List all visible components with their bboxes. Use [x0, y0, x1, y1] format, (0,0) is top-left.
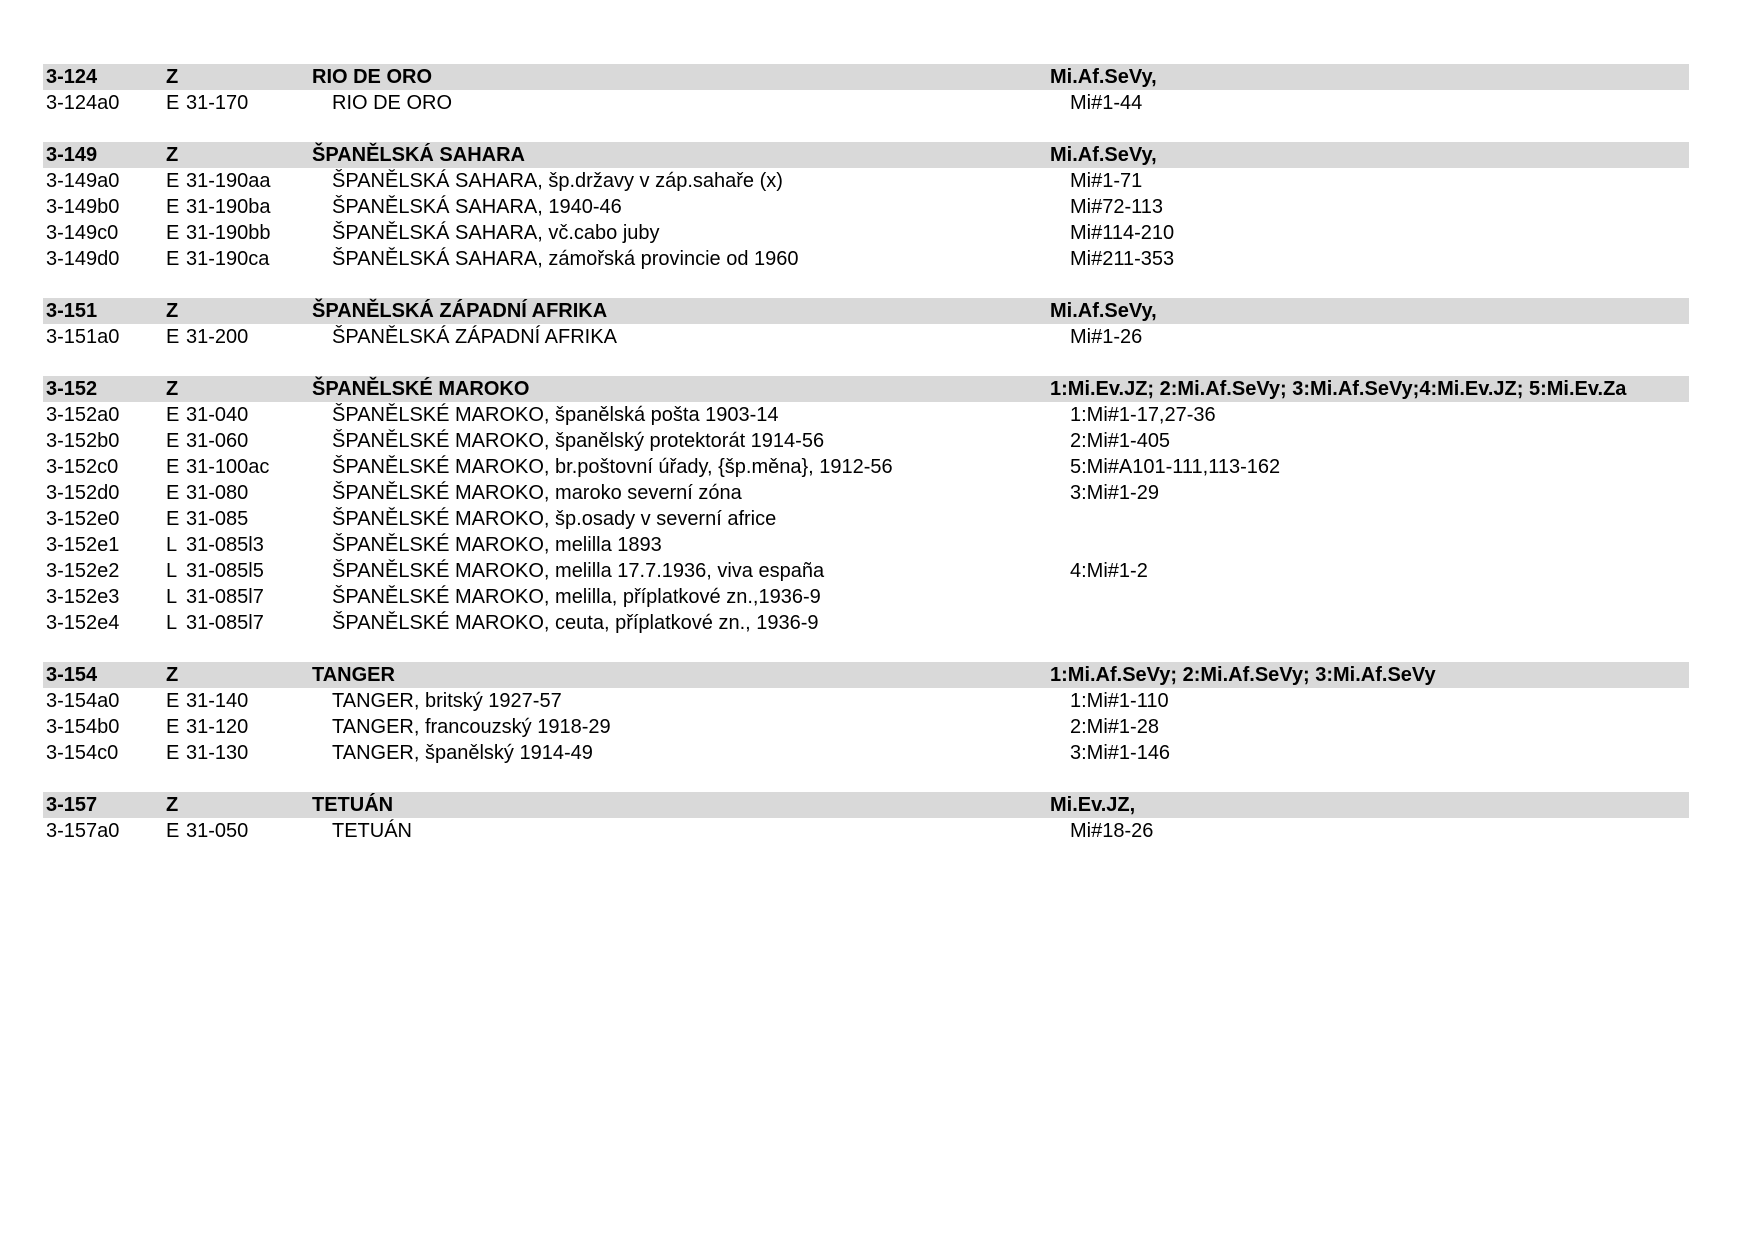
item-type: E: [166, 196, 180, 218]
item-reference: [1070, 584, 1689, 610]
catalog-item-row: [43, 558, 1689, 584]
item-code: 31-120: [186, 716, 249, 738]
item-code: 31-040: [186, 404, 249, 426]
item-reference: 5:Mi#A101-111,113-162: [1070, 456, 1281, 478]
item-reference: [1070, 532, 1689, 558]
item-id: 3-154b0: [46, 716, 120, 738]
item-id: 3-149c0: [46, 222, 119, 244]
item-id: 3-152e3: [46, 586, 120, 608]
catalog-group: [43, 298, 1689, 350]
group-id: 3-149: [46, 144, 98, 166]
item-type: L: [166, 612, 178, 634]
item-description: ŠPANĚLSKÉ MAROKO, melilla, příplatkové zn.,1936-9: [332, 586, 821, 608]
group-name: RIO DE ORO: [312, 66, 433, 88]
item-id: 3-152e0: [46, 508, 120, 530]
item-id: 3-149b0: [46, 196, 120, 218]
item-reference: 2:Mi#1-405: [1070, 430, 1171, 452]
item-type: L: [166, 560, 178, 582]
catalog-item-row: [43, 246, 1689, 272]
item-type: E: [166, 170, 180, 192]
item-description: ŠPANĚLSKÁ SAHARA, šp.državy v záp.sahaře (x): [332, 170, 783, 192]
item-id: 3-152b0: [46, 430, 120, 452]
item-type: E: [166, 482, 180, 504]
group-type: Z: [166, 794, 179, 816]
group-reference: Mi.Af.SeVy,: [1050, 144, 1157, 166]
catalog-item-row: [43, 428, 1689, 454]
item-type: E: [166, 92, 180, 114]
item-code: 31-085l7: [186, 586, 264, 608]
item-description: RIO DE ORO: [332, 92, 453, 114]
item-id: 3-151a0: [46, 326, 120, 348]
group-type: Z: [166, 300, 179, 322]
group-type: Z: [166, 66, 179, 88]
item-id: 3-157a0: [46, 820, 120, 842]
item-description: ŠPANĚLSKÁ ZÁPADNÍ AFRIKA: [332, 326, 617, 348]
item-reference: 1:Mi#1-17,27-36: [1070, 404, 1216, 426]
group-name: ŠPANĚLSKÉ MAROKO: [312, 378, 530, 400]
item-description: TANGER, britský 1927-57: [332, 690, 562, 712]
item-description: TANGER, španělský 1914-49: [332, 742, 593, 764]
item-reference: Mi#1-44: [1070, 92, 1143, 114]
item-description: ŠPANĚLSKÉ MAROKO, šp.osady v severní africe: [332, 508, 777, 530]
group-reference: 1:Mi.Af.SeVy; 2:Mi.Af.SeVy; 3:Mi.Af.SeVy: [1050, 664, 1436, 686]
item-code: 31-050: [186, 820, 249, 842]
item-type: E: [166, 326, 180, 348]
item-type: E: [166, 248, 180, 270]
catalog-item-row: [43, 688, 1689, 714]
item-reference: Mi#1-71: [1070, 170, 1143, 192]
item-code: 31-085l3: [186, 534, 264, 556]
group-id: 3-152: [46, 378, 98, 400]
group-id: 3-124: [46, 66, 98, 88]
catalog-item-row: [43, 324, 1689, 350]
item-code: 31-085: [186, 508, 249, 530]
catalog-item-row: [43, 610, 1689, 636]
item-code: 31-100ac: [186, 456, 270, 478]
group-header-row: [43, 298, 1689, 324]
group-type: Z: [166, 378, 179, 400]
item-reference: 1:Mi#1-110: [1070, 690, 1169, 712]
item-reference: Mi#72-113: [1070, 196, 1164, 218]
item-type: E: [166, 404, 180, 426]
item-type: L: [166, 534, 178, 556]
item-reference: 3:Mi#1-29: [1070, 482, 1159, 504]
group-id: 3-157: [46, 794, 98, 816]
item-type: E: [166, 742, 180, 764]
item-id: 3-149a0: [46, 170, 120, 192]
item-description: ŠPANĚLSKÉ MAROKO, španělská pošta 1903-14: [332, 404, 779, 426]
group-header-row: [43, 662, 1689, 688]
item-description: ŠPANĚLSKÉ MAROKO, br.poštovní úřady, {šp.měna}, 1912-56: [332, 456, 893, 478]
item-code: 31-190ca: [186, 248, 270, 270]
item-type: E: [166, 430, 180, 452]
item-id: 3-152e2: [46, 560, 120, 582]
catalog-group: [43, 376, 1689, 636]
item-description: ŠPANĚLSKÉ MAROKO, maroko severní zóna: [332, 482, 742, 504]
catalog-item-row: [43, 740, 1689, 766]
item-description: ŠPANĚLSKÁ SAHARA, zámořská provincie od 1960: [332, 248, 799, 270]
group-id: 3-151: [46, 300, 98, 322]
group-type: Z: [166, 664, 179, 686]
group-reference: Mi.Af.SeVy,: [1050, 300, 1157, 322]
item-code: 31-085l5: [186, 560, 264, 582]
group-name: TETUÁN: [312, 794, 394, 816]
item-description: ŠPANĚLSKÉ MAROKO, španělský protektorát 1914-56: [332, 430, 825, 452]
item-type: L: [166, 586, 178, 608]
item-id: 3-124a0: [46, 92, 120, 114]
item-id: 3-152e4: [46, 612, 120, 634]
item-type: E: [166, 456, 180, 478]
item-id: 3-149d0: [46, 248, 120, 270]
item-type: E: [166, 508, 180, 530]
item-type: E: [166, 222, 180, 244]
item-description: ŠPANĚLSKÉ MAROKO, ceuta, příplatkové zn., 1936-9: [332, 612, 819, 634]
item-description: ŠPANĚLSKÁ SAHARA, 1940-46: [332, 196, 622, 218]
item-code: 31-200: [186, 326, 249, 348]
group-reference: Mi.Ev.JZ,: [1050, 794, 1136, 816]
catalog-group: [43, 142, 1689, 272]
catalog-item-row: [43, 194, 1689, 220]
catalog-item-row: [43, 220, 1689, 246]
group-name: ŠPANĚLSKÁ SAHARA: [312, 144, 525, 166]
item-reference: [1070, 506, 1689, 532]
item-code: 31-080: [186, 482, 249, 504]
catalog-item-row: [43, 584, 1689, 610]
item-description: ŠPANĚLSKÉ MAROKO, melilla 17.7.1936, viva españa: [332, 560, 825, 582]
item-id: 3-154a0: [46, 690, 120, 712]
catalog-item-row: [43, 714, 1689, 740]
item-description: TETUÁN: [332, 820, 412, 842]
item-id: 3-152a0: [46, 404, 120, 426]
item-reference: Mi#211-353: [1070, 248, 1175, 270]
item-code: 31-130: [186, 742, 249, 764]
catalog-item-row: [43, 90, 1689, 116]
group-header-row: [43, 64, 1689, 90]
stamp-catalog-list: [43, 64, 1689, 870]
item-code: 31-170: [186, 92, 249, 114]
catalog-item-row: [43, 506, 1689, 532]
item-code: 31-060: [186, 430, 249, 452]
item-id: 3-152d0: [46, 482, 120, 504]
item-id: 3-152c0: [46, 456, 119, 478]
item-code: 31-190ba: [186, 196, 271, 218]
catalog-group: [43, 662, 1689, 766]
group-name: TANGER: [312, 664, 395, 686]
group-id: 3-154: [46, 664, 98, 686]
item-reference: 3:Mi#1-146: [1070, 742, 1171, 764]
catalog-item-row: [43, 168, 1689, 194]
item-description: TANGER, francouzský 1918-29: [332, 716, 611, 738]
item-code: 31-190aa: [186, 170, 271, 192]
catalog-group: [43, 792, 1689, 844]
item-reference: 2:Mi#1-28: [1070, 716, 1159, 738]
group-header-row: [43, 142, 1689, 168]
item-reference: [1070, 610, 1689, 636]
item-id: 3-154c0: [46, 742, 119, 764]
catalog-item-row: [43, 402, 1689, 428]
group-type: Z: [166, 144, 179, 166]
catalog-item-row: [43, 532, 1689, 558]
item-id: 3-152e1: [46, 534, 120, 556]
item-type: E: [166, 690, 180, 712]
item-description: ŠPANĚLSKÁ SAHARA, vč.cabo juby: [332, 222, 660, 244]
item-code: 31-140: [186, 690, 249, 712]
item-reference: Mi#114-210: [1070, 222, 1175, 244]
catalog-item-row: [43, 818, 1689, 844]
item-description: ŠPANĚLSKÉ MAROKO, melilla 1893: [332, 534, 662, 556]
item-type: E: [166, 716, 180, 738]
group-name: ŠPANĚLSKÁ ZÁPADNÍ AFRIKA: [312, 300, 608, 322]
item-code: 31-190bb: [186, 222, 271, 244]
item-reference: Mi#1-26: [1070, 326, 1143, 348]
item-reference: 4:Mi#1-2: [1070, 560, 1148, 582]
catalog-item-row: [43, 480, 1689, 506]
item-type: E: [166, 820, 180, 842]
item-reference: Mi#18-26: [1070, 820, 1154, 842]
catalog-item-row: [43, 454, 1689, 480]
group-header-row: [43, 792, 1689, 818]
item-code: 31-085l7: [186, 612, 264, 634]
group-reference: Mi.Af.SeVy,: [1050, 66, 1157, 88]
catalog-group: [43, 64, 1689, 116]
group-header-row: [43, 376, 1689, 402]
group-reference: 1:Mi.Ev.JZ; 2:Mi.Af.SeVy; 3:Mi.Af.SeVy;4:Mi.Ev.JZ; 5:Mi.Ev.Za: [1050, 378, 1627, 400]
